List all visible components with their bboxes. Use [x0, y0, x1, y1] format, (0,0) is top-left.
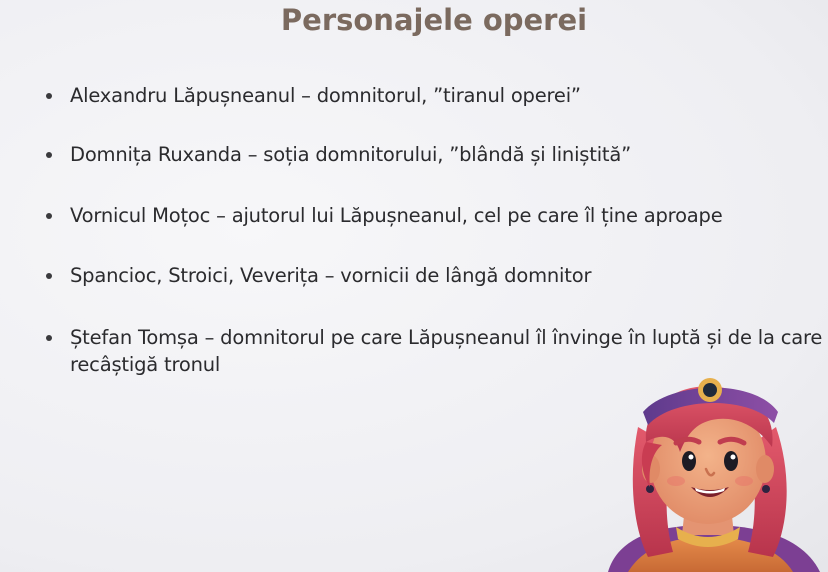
bullet-dot-icon	[46, 213, 52, 219]
list-item-text: Alexandru Lăpușneanul – domnitorul, ”tiranul operei”	[70, 84, 581, 107]
list-item-text: Vornicul Moțoc – ajutorul lui Lăpușneanul, cel pe care îl ține aproape	[70, 204, 723, 227]
bullet-dot-icon	[46, 335, 52, 341]
list-item	[44, 82, 581, 109]
bullet-dot-icon	[46, 152, 52, 158]
list-item	[44, 202, 723, 229]
slide-title: Personajele operei	[280, 3, 588, 37]
list-item	[44, 262, 591, 289]
list-item-text: Ștefan Tomșa – domnitorul pe care Lăpușneanul îl învinge în luptă și de la care recâștigă tronul	[70, 326, 823, 376]
bullet-dot-icon	[46, 273, 52, 279]
princess-character-icon	[588, 357, 828, 572]
list-item-text: Spancioc, Stroici, Veverița – vornicii de lângă domnitor	[70, 264, 592, 287]
list-item-text: Domnița Ruxanda – soția domnitorului, ”blândă și liniștită”	[70, 143, 632, 166]
list-item	[44, 141, 631, 168]
bullet-dot-icon	[46, 93, 52, 99]
